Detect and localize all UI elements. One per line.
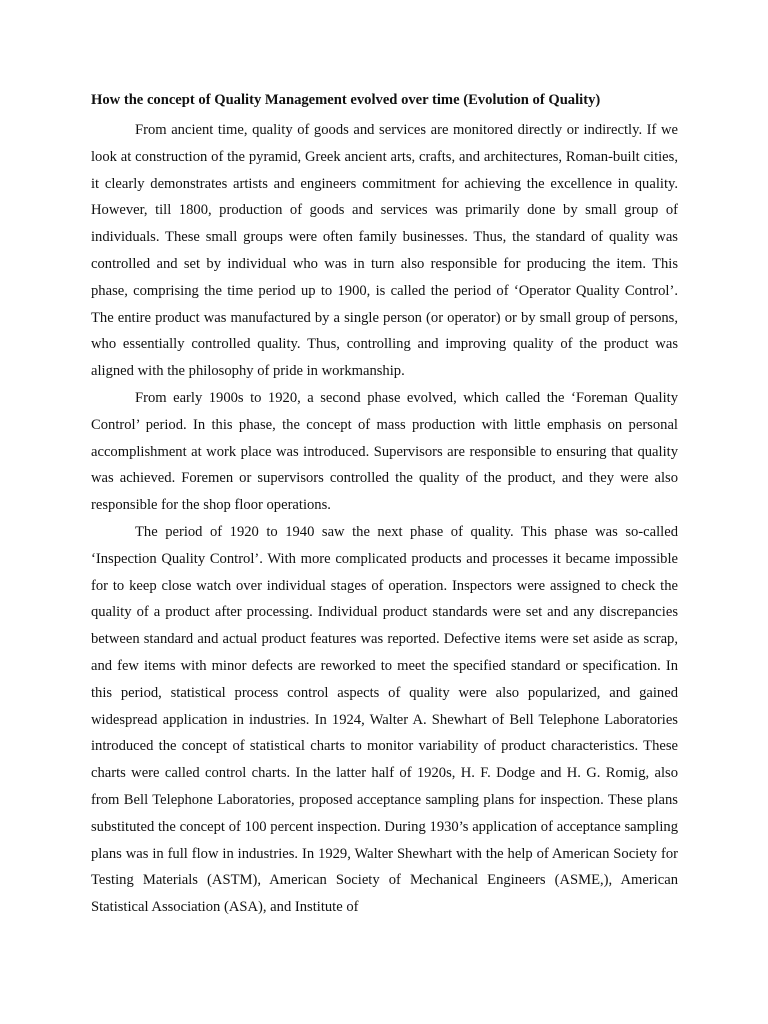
paragraph-operator-quality-control: From ancient time, quality of goods and services are monitored directly or indirectly. If we look at construction of the pyramid, Greek ancient arts, crafts, and architectures, Roman-built cities, it clearly demonstrates artists and engineers commitment for achieving the excellence in quality. However, till 1800, production of goods and services was primarily done by small group of individuals. These small groups were often family businesses. Thus, the standard of quality was controlled and set by individual who was in turn also responsible for producing the item. This phase, comprising the time period up to 1900, is called the period of ‘Operator Quality Control’. The entire product was manufactured by a single person (or operator) or by small group of persons, who essentially controlled quality. Thus, controlling and improving quality of the product was aligned with the philosophy of pride in workmanship. <box>91 122 678 380</box>
paragraph-inspection-quality-control: The period of 1920 to 1940 saw the next phase of quality. This phase was so-called ‘Inspection Quality Control’. With more complicated products and processes it became impossible for to keep close watch over individual stages of operation. Inspectors were assigned to check the quality of a product after processing. Individual product standards were set and any discrepancies between standard and actual product features was reported. Defective items were set aside as scrap, and few items with minor defects are reworked to meet the specified standard or specification. In this period, statistical process control aspects of quality were also popularized, and gained widespread application in industries. In 1924, Walter A. Shewhart of Bell Telephone Laboratories introduced the concept of statistical charts to monitor variability of product characteristics. These charts were called control charts. In the latter half of 1920s, H. F. Dodge and H. G. Romig, also from Bell Telephone Laboratories, proposed acceptance sampling plans for inspection. These plans substituted the concept of 100 percent inspection. During 1930’s application of acceptance sampling plans was in full flow in industries. In 1929, Walter Shewhart with the help of American Society for Testing Materials (ASTM), American Society of Mechanical Engineers (ASME,), American Statistical Association (ASA), and Institute of <box>91 523 678 916</box>
paragraph-foreman-quality-control: From early 1900s to 1920, a second phase evolved, which called the ‘Foreman Quality Control’ period. In this phase, the concept of mass production with little emphasis on personal accomplishment at work place was introduced. Supervisors are responsible to ensuring that quality was achieved. Foremen or supervisors controlled the quality of the product, and they were also responsible for the shop floor operations. <box>91 389 678 514</box>
document-title: How the concept of Quality Management evolved over time (Evolution of Quality) <box>91 92 601 108</box>
